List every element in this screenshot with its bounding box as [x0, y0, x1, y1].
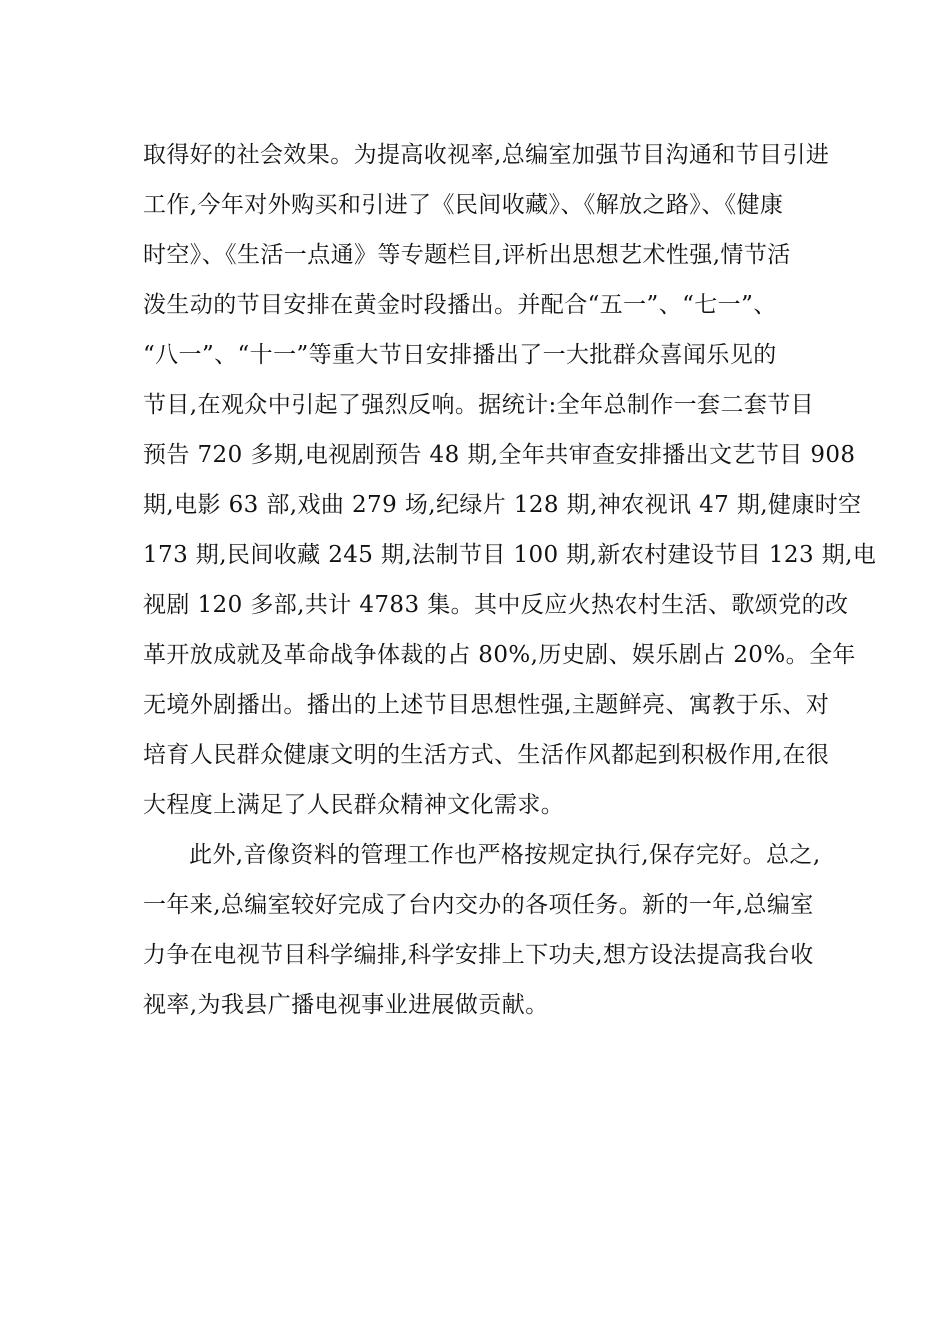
paragraph-1-line: 培育人民群众健康文明的生活方式、生活作风都起到积极作用,在很 — [143, 742, 830, 768]
paragraph-2-line: 力争在电视节目科学编排,科学安排上下功夫,想方设法提高我台收 — [143, 942, 814, 968]
paragraph-1-line: 革开放成就及革命战争体裁的占 80%,历史剧、娱乐剧占 20%。全年 — [143, 642, 856, 668]
paragraph-2-line: 一年来,总编室较好完成了台内交办的各项任务。新的一年,总编室 — [143, 892, 814, 918]
paragraph-1-line: “八一”、“十一”等重大节日安排播出了一大批群众喜闻乐见的 — [143, 342, 777, 368]
paragraph-1-line: 预告 720 多期,电视剧预告 48 期,全年共审查安排播出文艺节目 908 — [143, 442, 856, 468]
paragraph-1-line: 取得好的社会效果。为提高收视率,总编室加强节目沟通和节目引进 — [143, 142, 830, 168]
paragraph-1-line: 视剧 120 多部,共计 4783 集。其中反应火热农村生活、歌颂党的改 — [143, 592, 849, 618]
paragraph-1-line: 大程度上满足了人民群众精神文化需求。 — [143, 792, 565, 818]
paragraph-1-line: 期,电影 63 部,戏曲 279 场,纪绿片 128 期,神农视讯 47 期,健康时空 — [143, 492, 862, 518]
paragraph-2-line: 视率,为我县广播电视事业进展做贡献。 — [143, 992, 549, 1018]
paragraph-1-line: 泼生动的节目安排在黄金时段播出。并配合“五一”、“七一”、 — [143, 292, 777, 318]
paragraph-1-line: 节目,在观众中引起了强烈反响。据统计:全年总制作一套二套节目 — [143, 392, 815, 418]
paragraph-1-line: 时空》、《生活一点通》等专题栏目,评析出思想艺术性强,情节活 — [143, 242, 791, 268]
paragraph-2-line: 此外,音像资料的管理工作也严格按规定执行,保存完好。总之, — [189, 842, 821, 868]
paragraph-1-line: 无境外剧播出。播出的上述节目思想性强,主题鲜亮、寓教于乐、对 — [143, 692, 830, 718]
paragraph-1-line: 工作,今年对外购买和引进了《民间收藏》、《解放之路》、《健康 — [143, 192, 784, 218]
paragraph-1-line: 173 期,民间收藏 245 期,法制节目 100 期,新农村建设节目 123 期,电 — [143, 542, 877, 568]
